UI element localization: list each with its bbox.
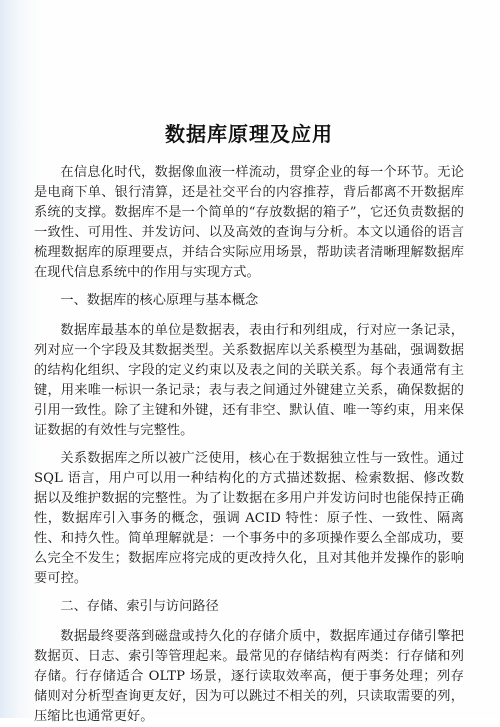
paragraph-tables: 数据库最基本的单位是数据表，表由行和列组成，行对应一条记录，列对应一个字段及其数据类型。关系数据库以关系模型为基础，强调数据的结构化组织、字段的定义约束以及表之间的关联关系。每个表通常有主键，用来唯一标识一条记录；表与表之间通过外键建立关系，确保数据的引用一致性。除了主键和外键，还有非空、默认值、唯一等约束，用来保证数据的有效性与完整性。	[34, 323, 464, 438]
section-heading-2: 二、存储、索引与访问路径	[60, 599, 219, 614]
document-title: 数据库原理及应用	[165, 122, 333, 146]
paragraph-storage: 数据最终要落到磁盘或持久化的存储介质中，数据库通过存储引擎把数据页、日志、索引等管理起来。最常见的存储结构有两类：行存储和列存储。行存储适合 OLTP 场景，逐行读取效率高，便于事务处理；列存储则对分析型查询更友好，因为可以跳过不相关的列，只读取需要的列，压缩比也通常更好。	[34, 629, 464, 724]
section-heading-1: 一、数据库的核心原理与基本概念	[60, 293, 259, 308]
paragraph-acid: 关系数据库之所以被广泛使用，核心在于数据独立性与一致性。通过 SQL 语言，用户可以用一种结构化的方式描述数据、检索数据、修改数据以及维护数据的完整性。为了让数据在多用户并发访问时也能保持正确性，数据库引入事务的概念，强调 ACID 特性：原子性、一致性、隔离性、和持久性。简单理解就是：一个事务中的多项操作要么全部成功，要么完全不发生；数据库应将完成的更改持久化，且对其他并发操作的影响要可控。	[34, 451, 464, 586]
paragraph-intro: 在信息化时代，数据像血液一样流动，贯穿企业的每一个环节。无论是电商下单、银行清算，还是社交平台的内容推荐，背后都离不开数据库系统的支撑。数据库不是一个简单的“存放数据的箱子”，它还负责数据的一致性、可用性、并发访问、以及高效的查询与分析。本文以通俗的语言梳理数据库的原理要点，并结合实际应用场景，帮助读者清晰理解数据库在现代信息系统中的作用与实现方式。	[34, 165, 464, 280]
